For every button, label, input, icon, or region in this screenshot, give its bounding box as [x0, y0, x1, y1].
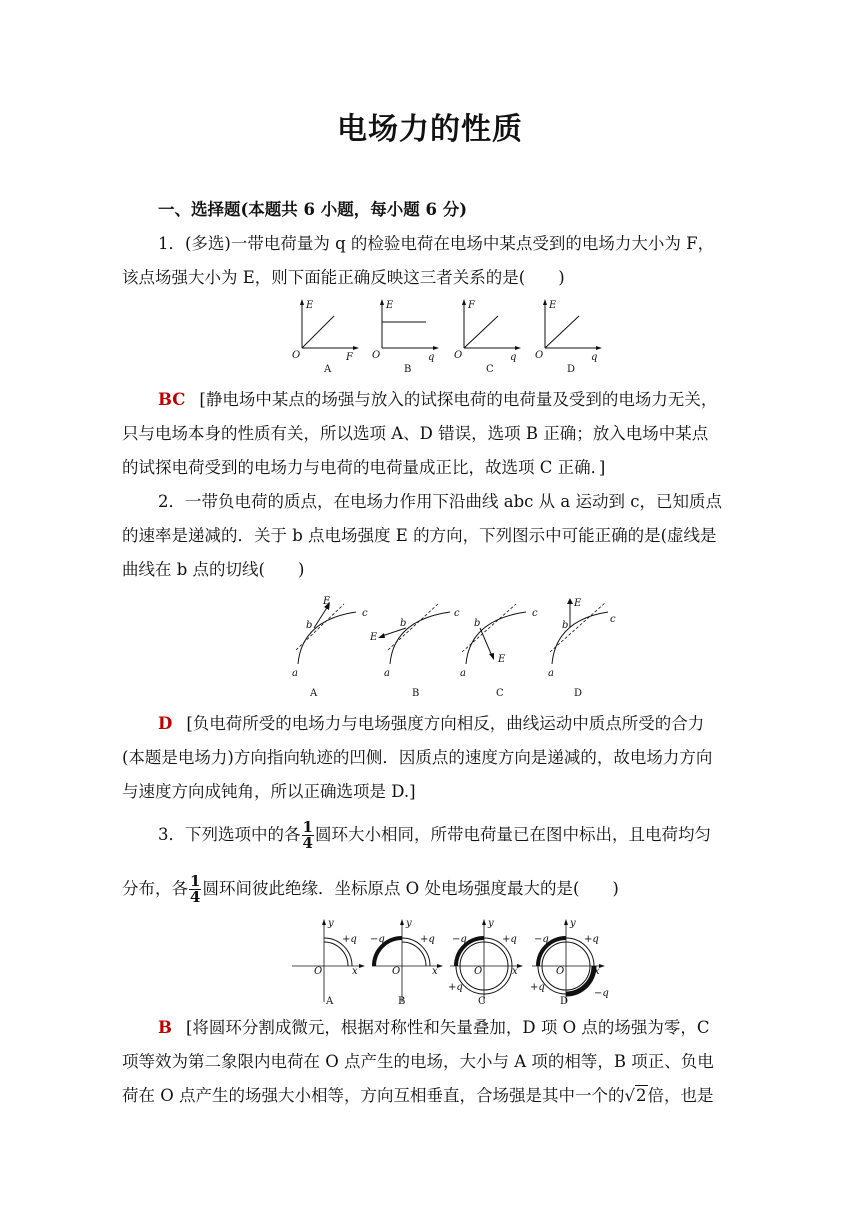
fraction-quarter: $\frac{1}{4}$	[190, 872, 201, 906]
q2-explanation-1: D [负电荷所受的电场力与电场强度方向相反，曲线运动中质点所受的合力	[158, 714, 705, 733]
point-label: c	[610, 614, 616, 625]
axis-label: y	[570, 918, 576, 929]
q2-line-2: 的速率是递减的．关于 b 点电场强度 E 的方向，下列图示中可能正确的是(虚线是	[122, 526, 717, 545]
point-label: a	[292, 668, 298, 679]
axis-label: y	[488, 918, 494, 929]
q2-figure-A	[284, 592, 370, 702]
section-heading: 一、选择题(本题共 6 小题，每小题 6 分)	[158, 200, 468, 219]
option-letter: A	[324, 364, 332, 375]
axis-label: x	[594, 966, 600, 977]
origin-label: O	[372, 350, 381, 361]
origin-label: O	[314, 966, 323, 977]
q3-explanation-3: 荷在 O 点产生的场强大小相等，方向互相垂直，合场强是其中一个的√2倍，也是	[122, 1084, 742, 1108]
point-label: a	[384, 668, 390, 679]
charge-label: +q	[502, 934, 517, 945]
field-label: E	[370, 632, 378, 643]
q3-line-2: 分布，各 $\frac{1}{4}$ 圆环间彼此绝缘．坐标原点 O 处电场强度最大的是( )	[122, 872, 619, 906]
axis-label: E	[386, 300, 394, 311]
page-title: 电场力的性质	[337, 112, 523, 147]
q2-figure-D	[542, 592, 622, 702]
sqrt-two: √2	[624, 1086, 647, 1105]
q2-line-1: 2．一带负电荷的质点，在电场力作用下沿曲线 abc 从 a 运动到 c，已知质点	[158, 492, 722, 511]
q3-figure-B	[368, 916, 448, 1008]
option-letter: A	[326, 996, 334, 1007]
q1-line-1: 1．(多选)一带电荷量为 q 的检验电荷在电场中某点受到的电场力大小为 F，	[158, 234, 715, 253]
axis-label: q	[428, 352, 435, 363]
axis-label: y	[328, 918, 334, 929]
axis-label: q	[591, 352, 598, 363]
fraction-quarter: $\frac{1}{4}$	[302, 818, 313, 852]
axis-label: F	[468, 300, 475, 311]
origin-label: O	[392, 966, 401, 977]
point-label: c	[532, 608, 538, 619]
q1-graph-B	[370, 296, 440, 376]
point-label: b	[474, 618, 481, 629]
option-letter: C	[486, 364, 494, 375]
q2-answer: D	[158, 714, 173, 733]
q2-line-3: 曲线在 b 点的切线( )	[122, 560, 305, 579]
q2-explanation-3: 与速度方向成钝角，所以正确选项是 D.]	[122, 782, 416, 801]
axis-label: x	[352, 966, 358, 977]
origin-label: O	[474, 966, 483, 977]
option-letter: D	[560, 996, 569, 1007]
point-label: a	[460, 668, 466, 679]
q1-graph-D	[533, 296, 603, 376]
option-letter: D	[574, 688, 583, 699]
point-label: c	[362, 608, 368, 619]
option-letter: C	[478, 996, 486, 1007]
axis-label: q	[510, 352, 517, 363]
q1-line-2: 该点场强大小为 E，则下面能正确反映这三者关系的是( )	[122, 268, 565, 287]
charge-label: +q	[448, 982, 463, 993]
option-letter: D	[567, 364, 576, 375]
q3-answer: B	[158, 1018, 172, 1037]
q3-figure-D	[528, 916, 610, 1008]
q1-explanation-1: BC [静电场中某点的场强与放入的试探电荷的电荷量及受到的电场力无关，	[158, 390, 718, 409]
origin-label: O	[454, 350, 463, 361]
charge-label: −q	[370, 934, 385, 945]
point-label: b	[400, 618, 407, 629]
origin-label: O	[535, 350, 544, 361]
q1-explanation-3: 的试探电荷受到的电场力与电荷的电荷量成正比，故选项 C 正确．]	[122, 458, 606, 477]
field-label: E	[498, 654, 506, 665]
point-label: b	[306, 620, 313, 631]
q3-explanation-1: B [将圆环分割成微元，根据对称性和矢量叠加，D 项 O 点的场强为零，C	[158, 1018, 710, 1037]
charge-label: −q	[594, 988, 609, 999]
q1-answer: BC	[158, 390, 186, 409]
option-letter: B	[412, 688, 420, 699]
q3-line-1: 3．下列选项中的各 $\frac{1}{4}$ 圆环大小相同，所带电荷量已在图中标出，且电荷均匀	[158, 818, 711, 852]
axis-label: x	[512, 966, 518, 977]
q1-graph-C	[452, 296, 522, 376]
option-letter: B	[404, 364, 412, 375]
option-letter: B	[398, 996, 406, 1007]
option-letter: A	[310, 688, 318, 699]
axis-label: y	[406, 918, 412, 929]
charge-label: +q	[420, 934, 435, 945]
charge-label: −q	[452, 934, 467, 945]
q2-figure-C	[452, 592, 548, 702]
axis-label: x	[432, 966, 438, 977]
axis-label: E	[549, 300, 557, 311]
axis-label: E	[306, 300, 314, 311]
point-label: c	[454, 608, 460, 619]
point-label: a	[548, 668, 554, 679]
point-label: b	[562, 620, 569, 631]
q1-graph-A	[290, 296, 360, 376]
charge-label: −q	[534, 934, 549, 945]
charge-label: +q	[584, 934, 599, 945]
origin-label: O	[556, 966, 565, 977]
q2-explanation-2: (本题是电场力)方向指向轨迹的凹侧．因质点的速度方向是递减的，故电场力方向	[122, 748, 713, 767]
field-label: E	[574, 598, 582, 609]
q1-explanation-2: 只与电场本身的性质有关，所以选项 A、D 错误，选项 B 正确；放入电场中某点	[122, 424, 709, 443]
charge-label: +q	[530, 982, 545, 993]
q3-figure-A	[290, 916, 368, 1008]
q3-explanation-2: 项等效为第二象限内电荷在 O 点产生的电场，大小与 A 项的相等，B 项正、负电	[122, 1052, 714, 1071]
option-letter: C	[496, 688, 504, 699]
charge-label: +q	[342, 934, 357, 945]
q3-figure-C	[446, 916, 528, 1008]
axis-label: F	[346, 352, 353, 363]
field-label: E	[323, 596, 331, 607]
origin-label: O	[292, 350, 301, 361]
